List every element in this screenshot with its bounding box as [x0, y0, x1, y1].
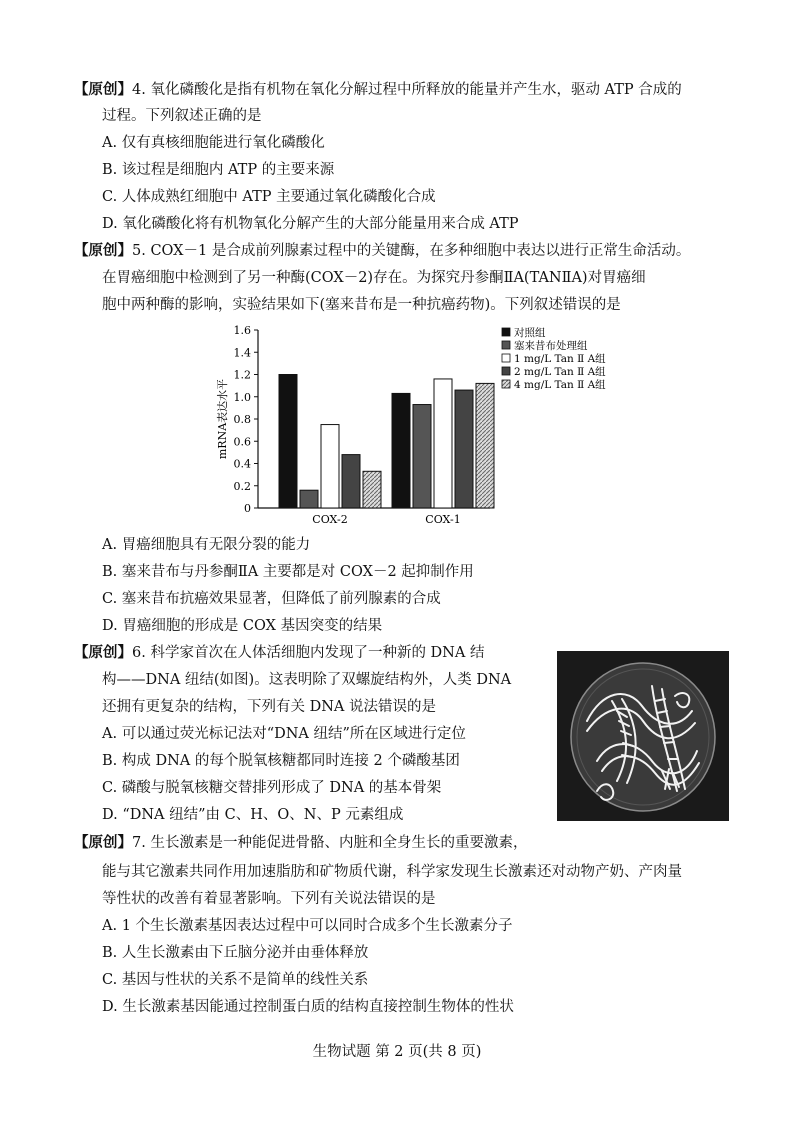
- q7-stem-line2: 能与其它激素共同作用加速脂肪和矿物质代谢，科学家发现生长激素还对动物产奶、产肉量: [102, 864, 682, 880]
- q6-option-a: A. 可以通过荧光标记法对“DNA 纽结”所在区域进行定位: [102, 726, 466, 742]
- y-tick-label: 0.8: [233, 413, 251, 426]
- legend-swatch: [502, 380, 510, 388]
- q4-option-c: C. 人体成熟红细胞中 ATP 主要通过氧化磷酸化合成: [102, 189, 436, 205]
- q7-option-d: D. 生长激素基因能通过控制蛋白质的结构直接控制生物体的性状: [102, 999, 514, 1015]
- q6-stem-line1: 【原创】6. 科学家首次在人体活细胞内发现了一种新的 DNA 结: [74, 644, 485, 661]
- q5-stem-line3: 胞中两种酶的影响，实验结果如下(塞来昔布是一种抗癌药物)。下列叙述错误的是: [102, 297, 621, 313]
- q4-tag: 【原创】: [74, 81, 132, 98]
- bar-0-0: [279, 375, 297, 509]
- q7-tag: 【原创】: [74, 834, 132, 851]
- dna-knot-image: [557, 651, 729, 821]
- q6-tag: 【原创】: [74, 644, 132, 661]
- q5-option-c: C. 塞来昔布抗癌效果显著，但降低了前列腺素的合成: [102, 591, 441, 607]
- bar-0-3: [342, 455, 360, 508]
- bar-1-0: [392, 393, 410, 508]
- bar-1-3: [455, 390, 473, 508]
- q6-stem-line2: 构——DNA 纽结(如图)。这表明除了双螺旋结构外，人类 DNA: [102, 672, 512, 688]
- q4-stem-line1: 【原创】4. 氧化磷酸化是指有机物在氧化分解过程中所释放的能量并产生水，驱动 ATP 合成的: [74, 81, 682, 98]
- y-tick-label: 0.6: [233, 435, 251, 449]
- y-tick-label: 1.6: [233, 324, 251, 337]
- legend-label: 塞来昔布处理组: [514, 340, 588, 352]
- bar-0-1: [300, 490, 318, 508]
- legend-swatch: [502, 341, 510, 349]
- legend-label: 2 mg/L Tan Ⅱ A组: [514, 366, 606, 378]
- y-tick-label: 0.4: [233, 457, 251, 471]
- page-footer: 生物试题 第 2 页(共 8 页): [312, 1044, 482, 1060]
- q5-option-d: D. 胃癌细胞的形成是 COX 基因突变的结果: [102, 618, 383, 634]
- y-tick-label: 0: [244, 502, 251, 515]
- q5-stem-line1: 【原创】5. COX－1 是合成前列腺素过程中的关键酶，在多种细胞中表达以进行正常生命活动。: [74, 242, 691, 259]
- bar-1-1: [413, 405, 431, 508]
- legend-swatch: [502, 328, 510, 336]
- q6-stem-line3: 还拥有更复杂的结构，下列有关 DNA 说法错误的是: [102, 699, 437, 715]
- bar-1-2: [434, 379, 452, 508]
- bar-0-4: [363, 471, 381, 508]
- q5-stem-line2: 在胃癌细胞中检测到了另一种酶(COX－2)存在。为探究丹参酮ⅡA(TANⅡA)对胃癌细: [102, 270, 646, 286]
- q5-option-a: A. 胃癌细胞具有无限分裂的能力: [102, 537, 311, 553]
- q4-option-b: B. 该过程是细胞内 ATP 的主要来源: [102, 162, 335, 178]
- x-tick-label: COX-2: [312, 513, 348, 526]
- q5-tag: 【原创】: [74, 242, 132, 259]
- y-axis-label: mRNA表达水平: [216, 378, 229, 460]
- legend-label: 4 mg/L Tan Ⅱ A组: [514, 379, 606, 391]
- q7-option-c: C. 基因与性状的关系不是简单的线性关系: [102, 972, 369, 988]
- y-tick-label: 1.4: [233, 346, 251, 360]
- y-tick-label: 1.2: [233, 368, 251, 382]
- y-tick-label: 1.0: [233, 390, 251, 404]
- q7-option-a: A. 1 个生长激素基因表达过程中可以同时合成多个生长激素分子: [102, 918, 513, 934]
- x-tick-label: COX-1: [425, 513, 461, 526]
- bar-1-4: [476, 383, 494, 508]
- q4-option-d: D. 氧化磷酸化将有机物氧化分解产生的大部分能量用来合成 ATP: [102, 216, 519, 232]
- q5-option-b: B. 塞来昔布与丹参酮ⅡA 主要都是对 COX－2 起抑制作用: [102, 564, 474, 580]
- q4-option-a: A. 仅有真核细胞能进行氧化磷酸化: [102, 135, 325, 151]
- legend-swatch: [502, 367, 510, 375]
- q6-option-d: D. “DNA 纽结”由 C、H、O、N、P 元素组成: [102, 807, 404, 823]
- mrna-bar-chart: [206, 318, 626, 530]
- q6-option-b: B. 构成 DNA 的每个脱氧核糖都同时连接 2 个磷酸基团: [102, 753, 460, 769]
- y-tick-label: 0.2: [233, 479, 251, 493]
- legend-swatch: [502, 354, 510, 362]
- legend-label: 对照组: [514, 327, 546, 339]
- legend-label: 1 mg/L Tan Ⅱ A组: [514, 353, 606, 365]
- bar-0-2: [321, 425, 339, 508]
- q7-option-b: B. 人生长激素由下丘脑分泌并由垂体释放: [102, 945, 369, 961]
- q7-stem-line1: 【原创】7. 生长激素是一种能促进骨骼、内脏和全身生长的重要激素，: [74, 834, 528, 851]
- q6-option-c: C. 磷酸与脱氧核糖交替排列形成了 DNA 的基本骨架: [102, 780, 442, 796]
- q7-stem-line3: 等性状的改善有着显著影响。下列有关说法错误的是: [102, 891, 436, 907]
- q4-stem-line2: 过程。下列叙述正确的是: [102, 108, 262, 124]
